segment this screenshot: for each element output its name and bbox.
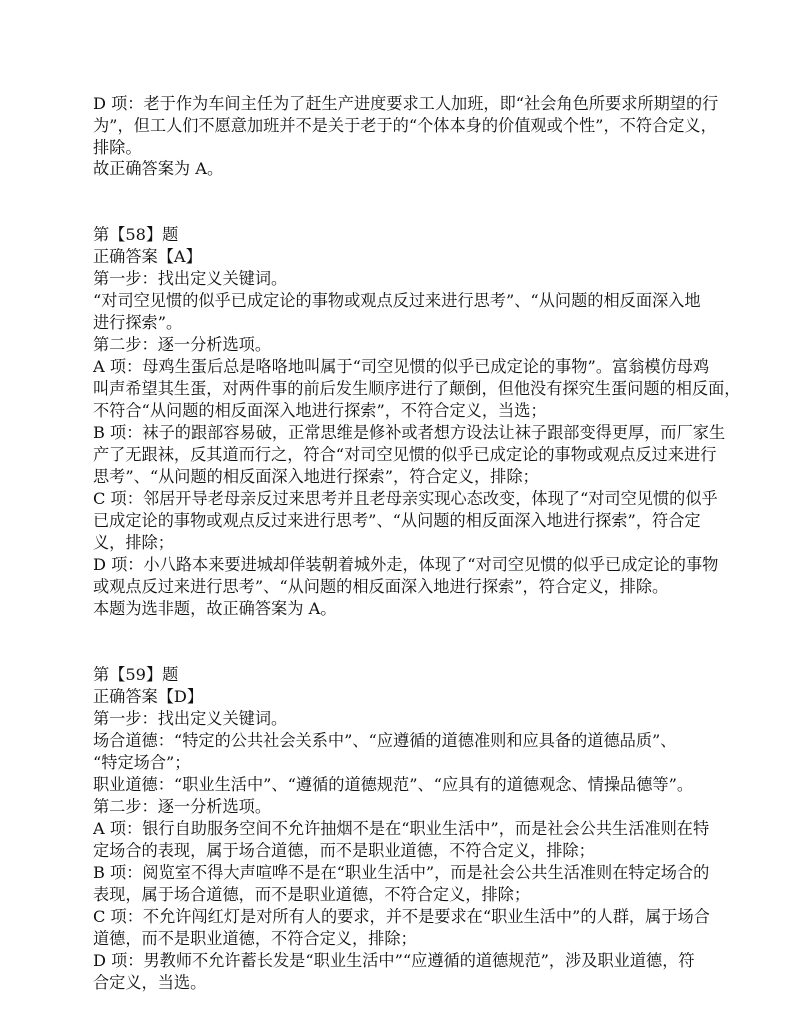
text-line: 不符合“从问题的相反面深入地进行探索”，不符合定义，当选； [93,401,547,420]
text-line: 为”，但工人们不愿意加班并不是关于老于的“个体本身的价值观或个性”，不符合定义， [93,116,717,135]
text-line: 或观点反过来进行思考”、“从问题的相反面深入地进行探索”，符合定义，排除。 [93,577,669,596]
text-line: 思考”、“从问题的相反面深入地进行探索”，符合定义，排除； [93,467,539,486]
text-line: 场合道德：“特定的公共社会关系中”、“应遵循的道德准则和应具备的道德品质”、 [93,731,677,750]
text-line: “对司空见惯的似乎已成定论的事物或观点反过来进行思考”、“从问题的相反面深入地 [93,291,701,310]
text-line: B 项：阅览室不得大声喧哗不是在“职业生活中”，而是社会公共生活准则在特定场合的 [93,863,710,882]
text-line: 本题为选非题，故正确答案为 A。 [93,599,337,618]
text-line: 定场合的表现，属于场合道德，而不是职业道德，不符合定义，排除； [93,841,595,860]
text-line: 义，排除； [93,533,174,552]
text-line: D 项：小八路本来要进城却佯装朝着城外走，体现了“对司空见惯的似乎已成定论的事物 [93,555,719,574]
text-line: 已成定论的事物或观点反过来进行思考”、“从问题的相反面深入地进行探索”，符合定 [93,511,701,530]
text-line: 表现，属于场合道德，而不是职业道德，不符合定义，排除； [93,885,531,904]
text-line: 第一步：找出定义关键词。 [93,709,288,728]
question-heading: 第【59】题 [93,665,179,684]
text-line: 职业道德：“职业生活中”、“遵循的道德规范”、“应具有的道德观念、情操品德等”。 [93,775,694,794]
text-line: A 项：母鸡生蛋后总是咯咯地叫属于“司空见惯的似乎已成定论的事物”。富翁模仿母鸡 [93,357,710,376]
text-line: 第二步：逐一分析选项。 [93,797,272,816]
text-line: A 项：银行自助服务空间不允许抽烟不是在“职业生活中”，而是社会公共生活准则在特 [93,819,710,838]
text-line: 进行探索”。 [93,313,183,332]
text-line: D 项：老于作为车间主任为了赶生产进度要求工人加班，即“社会角色所要求所期望的行 [93,94,719,113]
text-line: 叫声希望其生蛋，对两件事的前后发生顺序进行了颠倒，但他没有探究生蛋问题的相反面， [93,379,741,398]
text-line: 道德，而不是职业道德，不符合定义，排除； [93,929,417,948]
text-line: “特定场合”； [93,753,191,772]
text-line: 故正确答案为 A。 [93,159,224,178]
correct-answer: 正确答案【D】 [93,687,204,706]
text-line: B 项：袜子的跟部容易破，正常思维是修补或者想方设法让袜子跟部变得更厚，而厂家生 [93,423,726,442]
text-line: C 项：邻居开导老母亲反过来思考并且老母亲实现心态改变，体现了“对司空见惯的似乎 [93,489,718,508]
text-line: C 项：不允许闯红灯是对所有人的要求，并不是要求在“职业生活中”的人群，属于场合 [93,907,710,926]
text-line: 合定义，当选。 [93,973,207,992]
correct-answer: 正确答案【A】 [93,247,202,266]
text-line: 排除。 [93,138,142,157]
question-heading: 第【58】题 [93,225,179,244]
text-line: D 项：男教师不允许蓄长发是“职业生活中”“应遵循的道德规范”，涉及职业道德，符 [93,951,695,970]
text-line: 产了无跟袜，反其道而行之，符合“对司空见惯的似乎已成定论的事物或观点反过来进行 [93,445,717,464]
text-line: 第二步：逐一分析选项。 [93,335,272,354]
text-line: 第一步：找出定义关键词。 [93,269,288,288]
